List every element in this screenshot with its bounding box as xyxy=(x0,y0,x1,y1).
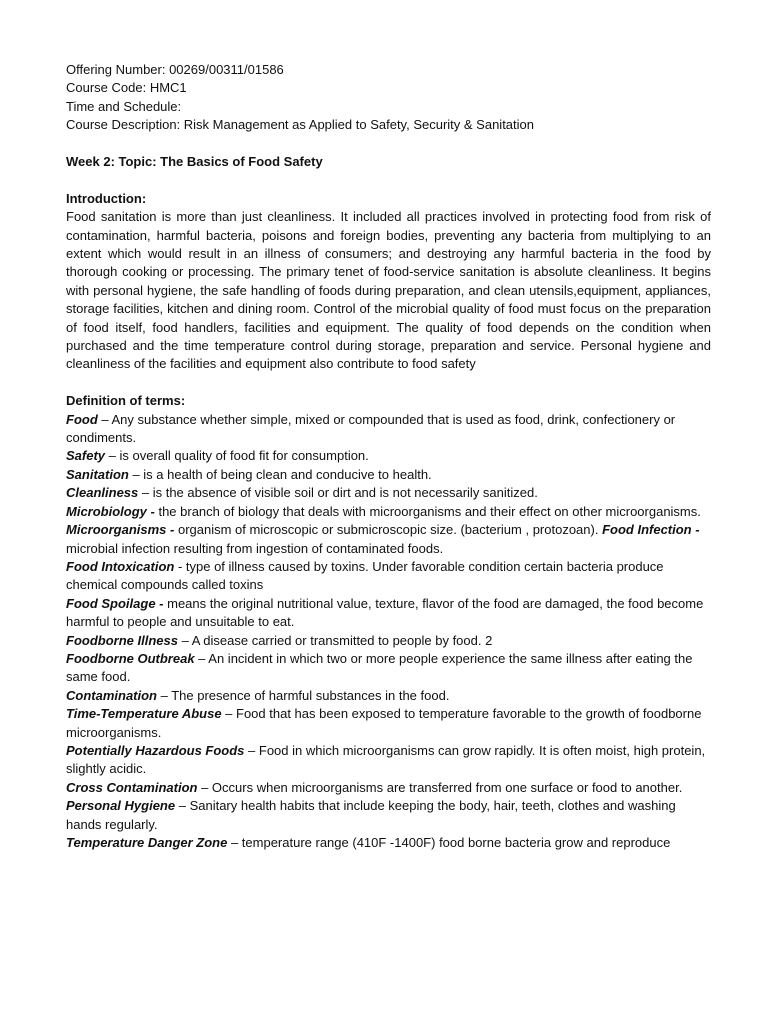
spacer xyxy=(66,135,711,153)
introduction-body: Food sanitation is more than just cleanliness. It included all practices involved in protecting food from risk of contamination, harmful bacteria, poisons and foreign bodies, preventing any bacteria from multiplying to an extent which would result in an illness of consumers; and destroying any harmful bacteria in the food by thorough cooking or processing. The primary tenet of food-service sanitation is absolute cleanliness. It begins with personal hygiene, the safe handling of foods during preparation, and clean utensils,equipment, appliances, storage facilities, kitchen and dining room. Control of the microbial quality of food must focus on the preparation of food itself, food handlers, facilities and equipment. The quality of food depends on the condition when purchased and the time temperature control during storage, preparation and service. Personal hygiene and cleanliness of the facilities and equipment also contribute to food safety xyxy=(66,209,711,372)
definition-term: Food Spoilage - xyxy=(66,595,164,611)
definition-text: – Sanitary health habits that include keeping the body, hair, teeth, clothes and washing hands regularly. xyxy=(66,798,676,832)
definition-term: Food xyxy=(66,411,98,427)
course-description: Course Description: Risk Management as Applied to Safety, Security & Sanitation xyxy=(66,117,534,133)
definition-text: – is a health of being clean and conducive to health. xyxy=(128,466,432,482)
definition-term: Foodborne Illness xyxy=(66,632,178,648)
spacer xyxy=(66,374,711,392)
definition-term: Food Infection - xyxy=(602,522,700,538)
document-page xyxy=(66,61,711,852)
definition-item xyxy=(66,834,711,852)
definition-item xyxy=(66,797,711,834)
definition-term: Foodborne Outbreak xyxy=(66,650,195,666)
definition-term: Temperature Danger Zone xyxy=(66,835,228,851)
definition-text: – Any substance whether simple, mixed or compounded that is used as food, drink, confectionery or condiments. xyxy=(66,411,676,446)
time-schedule: Time and Schedule: xyxy=(66,98,182,114)
definition-term: Potentially Hazardous Foods xyxy=(66,742,245,758)
definition-item xyxy=(66,687,711,705)
introduction-heading: Introduction: xyxy=(66,190,147,206)
definition-item xyxy=(66,558,711,595)
definition-item xyxy=(66,521,711,558)
definition-text: – Occurs when microorganisms are transferred from one surface or food to another. xyxy=(197,779,683,795)
definition-term: Cross Contamination xyxy=(66,779,198,795)
spacer xyxy=(66,171,711,189)
definition-item xyxy=(66,705,711,742)
definition-text: microbial infection resulting from ingestion of contaminated foods. xyxy=(66,540,444,556)
definition-text: organism of microscopic or submicroscopic size. (bacterium , protozoan). xyxy=(174,522,603,538)
definition-text: – Food in which microorganisms can grow rapidly. It is often moist, high protein, slightly acidic. xyxy=(66,742,706,777)
definition-term: Sanitation xyxy=(66,466,129,482)
definition-text: – An incident in which two or more people experience the same illness after eating the same food. xyxy=(66,650,693,685)
offering-number: Offering Number: 00269/00311/01586 xyxy=(66,62,284,77)
course-code: Course Code: HMC1 xyxy=(66,80,187,96)
definition-item xyxy=(66,484,711,502)
definition-list xyxy=(66,411,711,853)
definition-item xyxy=(66,779,711,797)
definition-term: Time-Temperature Abuse xyxy=(66,706,222,722)
definition-term: Food Intoxication xyxy=(66,558,175,574)
definition-term: Cleanliness xyxy=(66,485,139,501)
definition-item xyxy=(66,632,711,650)
week-topic-heading: Week 2: Topic: The Basics of Food Safety xyxy=(66,154,323,170)
definition-item xyxy=(66,466,711,484)
definition-text: means the original nutritional value, texture, flavor of the food are damaged, the food become harmful to people and unsuitable to eat. xyxy=(66,595,704,630)
definition-term: Microbiology - xyxy=(66,503,155,519)
definition-term: Contamination xyxy=(66,687,157,703)
definition-text: – The presence of harmful substances in the food. xyxy=(157,687,450,703)
definition-term: Microorganisms - xyxy=(66,522,175,538)
definition-text: – is the absence of visible soil or dirt and is not necessarily sanitized. xyxy=(138,485,538,501)
definition-text: – A disease carried or transmitted to people by food. 2 xyxy=(177,632,493,648)
definition-text: - type of illness caused by toxins. Under favorable condition certain bacteria produce chemical compounds called toxins xyxy=(66,558,664,593)
definition-term: Personal Hygiene xyxy=(66,798,176,814)
definition-item xyxy=(66,503,711,521)
definition-text: – temperature range (410F -1400F) food borne bacteria grow and reproduce xyxy=(227,835,671,851)
definition-item xyxy=(66,742,711,779)
definition-item xyxy=(66,411,711,448)
definition-item xyxy=(66,595,711,632)
definition-item xyxy=(66,650,711,687)
definition-text: – is overall quality of food fit for consumption. xyxy=(105,448,369,464)
definition-text: – Food that has been exposed to temperature favorable to the growth of foodborne microorganisms. xyxy=(66,706,702,740)
definitions-heading: Definition of terms: xyxy=(66,393,186,409)
definition-term: Safety xyxy=(66,448,106,464)
definition-text: the branch of biology that deals with microorganisms and their effect on other microorganisms. xyxy=(154,503,701,519)
definition-item xyxy=(66,447,711,465)
